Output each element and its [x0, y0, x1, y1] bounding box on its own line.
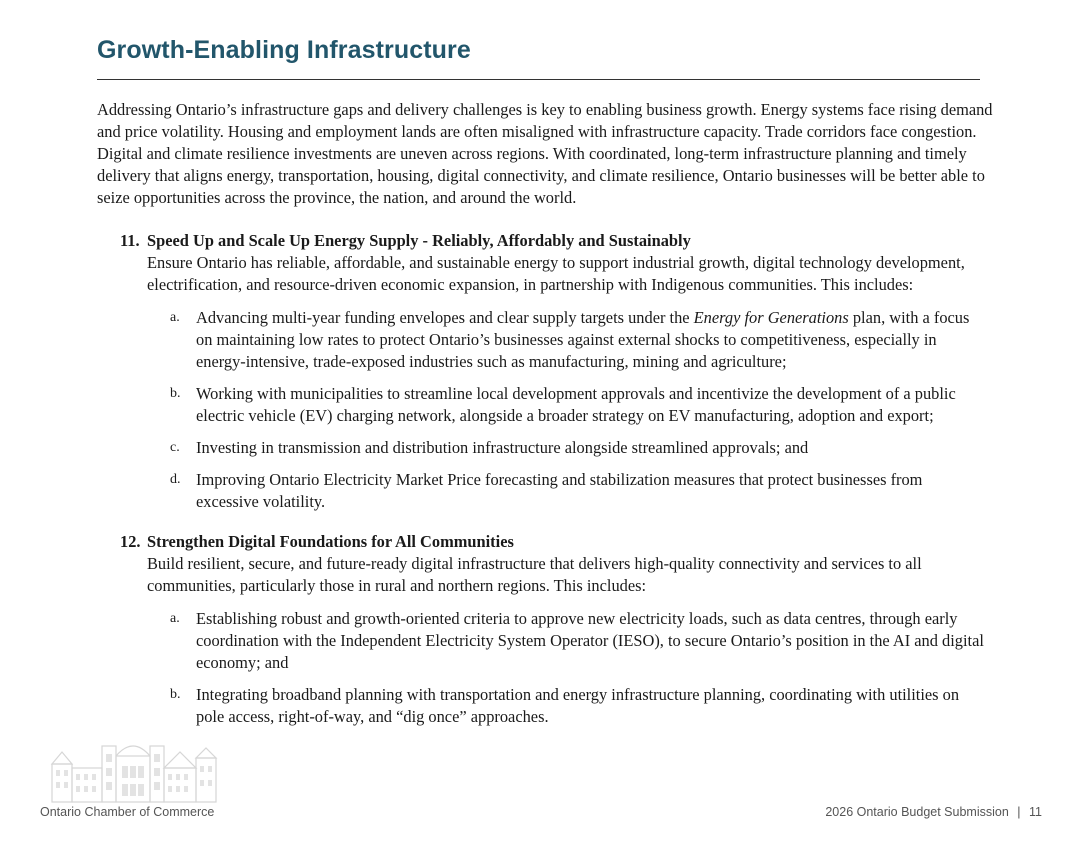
subitem-11b [170, 383, 1000, 427]
subitem-12a [170, 608, 1000, 674]
subitem-text: Improving Ontario Electricity Market Price forecasting and stabilization measures that protect businesses from excessive volatility. [196, 470, 923, 511]
subitem-text: Investing in transmission and distribution infrastructure alongside streamlined approvals; and [196, 438, 809, 457]
footer-organization: Ontario Chamber of Commerce [40, 805, 215, 819]
subitem-11a [170, 307, 1000, 373]
item-description: Ensure Ontario has reliable, affordable, and sustainable energy to support industrial growth, digital technology development, electrification, and resource-driven economic expansion, in partnership with Indigenous communities. This includes: [147, 253, 965, 294]
subitem-letter: b. [170, 386, 181, 401]
footer-document-info [825, 805, 1042, 819]
subitem-11c [170, 437, 1000, 459]
subitem-letter: d. [170, 472, 181, 487]
footer-document-title: 2026 Ontario Budget Submission [825, 805, 1009, 819]
subitem-letter: a. [170, 611, 180, 626]
subitem-text: Working with municipalities to streamline local development approvals and incentivize the development of a public electric vehicle (EV) charging network, alongside a broader strategy on EV manufacturing, adoption and export; [196, 384, 956, 425]
subitem-11d [170, 469, 1000, 513]
item-number: 11. [120, 231, 140, 250]
subitem-letter: c. [170, 440, 180, 455]
legislative-building-icon [50, 738, 220, 804]
item-title: Speed Up and Scale Up Energy Supply - Reliably, Affordably and Sustainably [147, 231, 691, 250]
title-divider [97, 79, 980, 80]
item-title: Strengthen Digital Foundations for All Communities [147, 532, 514, 551]
subitem-letter: b. [170, 687, 181, 702]
subitem-text: Integrating broadband planning with transportation and energy infrastructure planning, coordinating with utilities on pole access, right-of-way, and “dig once” approaches. [196, 685, 960, 726]
plan-name: Energy for Generations [693, 308, 849, 327]
item-number: 12. [120, 532, 141, 551]
subitem-letter: a. [170, 310, 180, 325]
page-number: 11 [1029, 805, 1042, 819]
page-title: Growth-Enabling Infrastructure [97, 36, 471, 64]
recommendation-12 [120, 531, 1000, 728]
subitem-12b [170, 684, 1000, 728]
recommendation-11 [120, 230, 1000, 513]
subitem-text: Advancing multi-year funding envelopes and clear supply targets under the Energy for Generations plan, with a focus on maintaining low rates to protect Ontario’s businesses against external shocks to competitiveness, especially in energy-intensive, trade-exposed industries such as manufacturing, mining and agriculture; [196, 308, 970, 371]
subitem-text: Establishing robust and growth-oriented criteria to approve new electricity loads, such as data centres, through early coordination with the Independent Electricity System Operator (IESO), to secure Ontario’s position in the AI and digital economy; and [196, 609, 984, 672]
intro-paragraph: Addressing Ontario’s infrastructure gaps and delivery challenges is key to enabling business growth. Energy systems face rising demand and price volatility. Housing and employment lands are often misaligned with infrastructure capacity. Trade corridors face congestion. Digital and climate resilience investments are uneven across regions. With coordinated, long-term infrastructure planning and timely delivery that aligns energy, transportation, housing, digital connectivity, and climate resilience, Ontario businesses will be better able to seize opportunities across the province, the nation, and around the world. [97, 100, 993, 207]
footer-separator: | [1017, 805, 1021, 819]
item-description: Build resilient, secure, and future-ready digital infrastructure that delivers high-quality connectivity and services to all communities, particularly those in rural and northern regions. This includes: [147, 554, 922, 595]
